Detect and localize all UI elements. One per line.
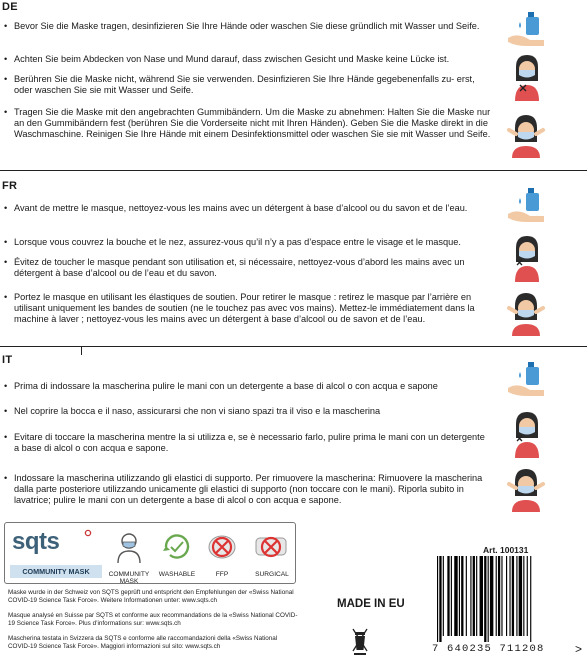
barcode-bar: [461, 556, 463, 636]
section-title-it: IT: [2, 354, 13, 366]
surgical-caption: SURGICAL: [255, 571, 289, 578]
barcode-bar: [484, 556, 486, 642]
barcode-bar: [451, 556, 452, 636]
made-in-label: MADE IN EU: [337, 598, 405, 610]
community-mask-icon: [110, 531, 148, 563]
do-not-touch-icon: [512, 77, 542, 103]
girl-covering-face-icon: [512, 410, 542, 460]
section-title-de: DE: [2, 1, 18, 13]
barcode-bar: [488, 556, 489, 642]
community-mask-caption: COMMUNITY MASK: [108, 571, 150, 585]
barcode-bar: [530, 556, 531, 642]
surgical-icon: [250, 531, 292, 563]
barcode-bar: [476, 556, 477, 636]
section-title-fr: FR: [2, 180, 18, 192]
list-item: • Indossare la mascherina utilizzando gli elastici di supporto. Per rimuovere la mascherina: Rimuovere la mascherina dalla parte posteriore utilizzando unicamente gli elastici di supporto (non toccare con le mani). Riporla subito in lavatrice; pulire le mani con un detergente a base di alcol o con acqua e sapone.: [4, 473, 483, 506]
barcode-bar: [512, 556, 514, 636]
barcode-bar: [447, 556, 449, 636]
barcode-digits: 7 640235 711208: [432, 643, 545, 655]
barcode-bar: [506, 556, 507, 636]
recycle-bin-icon: [352, 626, 368, 656]
fine-print-fr: Masque analysé en Suisse par SQTS et conforme aux recommandations de la «Swiss National COVID-19 Science Task Force». Plus d’informations sur: www.sqts.ch: [8, 612, 298, 627]
list-item: • Berühren Sie die Maske nicht, während Sie sie verwenden. Desinfizieren Sie Ihre Hände gegebenenfalls zu- erst, oder waschen Sie sie mit Wasser und Seife.: [4, 74, 475, 96]
barcode-bar: [490, 556, 493, 636]
barcode-bar: [509, 556, 510, 636]
washable-icon: [158, 531, 196, 563]
barcode-bar: [527, 556, 528, 636]
barcode-bar: [498, 556, 500, 636]
barcode-bar: [523, 556, 524, 636]
barcode-bar: [454, 556, 457, 636]
barcode-bar: [437, 556, 438, 642]
list-item: • Évitez de toucher le masque pendant son utilisation et, si nécessaire, nettoyez-vous d’abord les mains avec un détergent à base d’alcool ou de l’eau et du savon.: [4, 257, 465, 279]
barcode-bar: [443, 556, 444, 636]
barcode-bar: [516, 556, 517, 636]
hand-sanitizer-icon: [506, 184, 546, 226]
hand-sanitizer-icon: [506, 358, 546, 400]
barcode: [435, 556, 575, 642]
girl-wearing-mask-icon: [506, 112, 546, 158]
community-mask-label: COMMUNITY MASK: [10, 565, 102, 578]
girl-wearing-mask-icon: [506, 466, 546, 512]
list-item: • Avant de mettre le masque, nettoyez-vous les mains avec un détergent à base d’alcool ou du savon et de l’eau.: [4, 203, 468, 213]
barcode-bar: [501, 556, 502, 636]
article-number: Art. 100131: [483, 545, 529, 555]
list-item: • Lorsque vous couvrez la bouche et le nez, assurez-vous qu’il n’y a pas d’espace entre le visage et le masque.: [4, 237, 461, 247]
washable-caption: WASHABLE: [158, 571, 196, 578]
section-divider: [0, 170, 587, 171]
fine-print-de: Maske wurde in der Schweiz von SQTS geprüft und entspricht den Empfehlungen der «Swiss National COVID-19 Science Task Force». Weitere Informationen unter: www.sqts.ch: [8, 589, 294, 604]
hand-sanitizer-icon: [506, 8, 546, 50]
list-item: • Tragen Sie die Maske mit den angebrachten Gummibändern. Um die Maske zu abnehmen: Halten Sie die Maske nur an den Gummibändern fest (berühren Sie die Vorderseite nicht mit Ihren Händen). Geben Sie die Maske direkt in die Waschmaschine. Reinigen Sie Ihre Hände mit einem Desinfektionsmittel oder waschen Sie sie mit Wasser und Seife.: [4, 107, 491, 140]
list-item: • Evitare di toccare la mascherina mentre la si utilizza e, se è necessario farlo, pulire prima le mani con un detergente a base di alcol o con acqua e sapone.: [4, 432, 485, 454]
list-item: • Achten Sie beim Abdecken von Nase und Mund darauf, dass zwischen Gesicht und Maske keine Lücke ist.: [4, 54, 450, 64]
girl-covering-face-icon: [512, 234, 542, 284]
barcode-bar: [439, 556, 441, 642]
list-item: • Nel coprire la bocca e il naso, assicurarsi che non vi siano spazi tra il viso e la mascherina: [4, 406, 381, 416]
girl-wearing-mask-icon: [506, 290, 546, 336]
barcode-bar: [480, 556, 483, 636]
section-divider: [0, 346, 587, 347]
fine-print-it: Mascherina testata in Svizzera da SQTS e conforme alle raccomandazioni della «Swiss National COVID-19 Science Task Force». Maggiori informazioni sul sito: www.sqts.ch: [8, 635, 278, 650]
text-cursor: [81, 347, 82, 355]
barcode-bar: [466, 556, 467, 636]
barcode-bar: [470, 556, 471, 636]
list-item: • Bevor Sie die Maske tragen, desinfizieren Sie Ihre Hände oder waschen Sie diese gründlich mit Wasser und Seife.: [4, 21, 480, 31]
ffp-icon: [203, 531, 241, 563]
barcode-bar: [473, 556, 475, 636]
sqts-logo: sqts: [12, 528, 60, 555]
list-item: • Prima di indossare la mascherina pulire le mani con un detergente a base di alcol o con acqua e sapone: [4, 381, 438, 391]
ffp-caption: FFP: [215, 571, 229, 578]
barcode-bar: [459, 556, 460, 636]
barcode-bar: [519, 556, 522, 636]
list-item: • Portez le masque en utilisant les élastiques de soutien. Pour retirer le masque : retirez le masque par l’arrière en utilisant uniquement les bandes de soutien (ne le touchez pas avec vos mains). Mettez-le immédiatement dans la machine à laver ; nettoyez-vous les mains avec un détergent à base d’alcool ou de savon et de l’eau.: [4, 292, 475, 325]
logo-dot-icon: [84, 529, 92, 537]
barcode-chevron: >: [575, 642, 583, 656]
barcode-bar: [496, 556, 497, 636]
